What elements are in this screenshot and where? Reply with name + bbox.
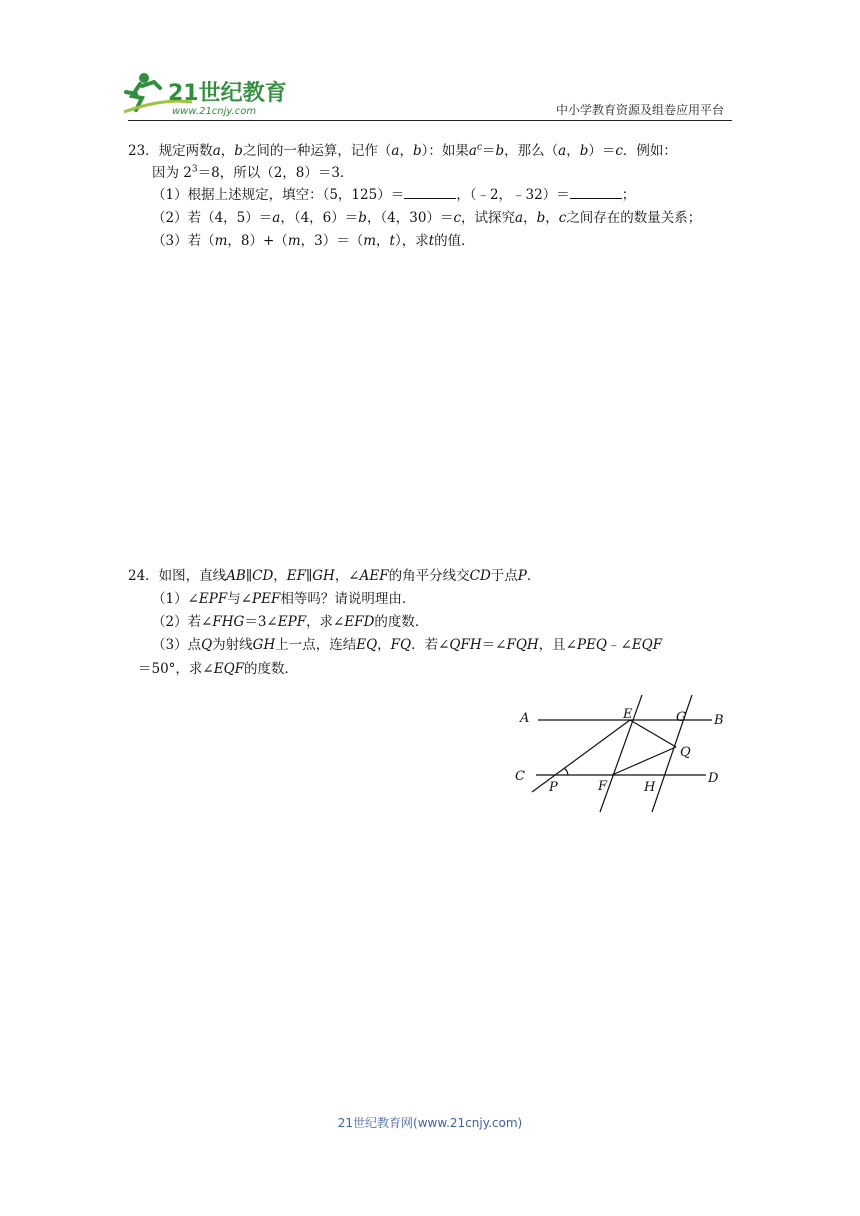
q24-part-1: （1）∠EPF与∠PEF相等吗？请说明理由． <box>152 591 416 607</box>
label-c: C <box>515 769 525 784</box>
label-b: B <box>714 713 724 728</box>
q23-line-2: 因为 $2^3=8$，所以（2，8）＝3． <box>152 164 354 181</box>
q23-line-1: 23．规定两数a，b之间的一种运算，记作（a，b）：如果$a^c=b$，那么（a，b）＝c．例如： <box>128 142 677 159</box>
footer-link[interactable]: 21世纪教育网(www.21cnjy.com) <box>337 1116 523 1130</box>
label-f: F <box>598 779 608 794</box>
q24-part-3: （3）点Q为射线GH上一点，连结EQ，FQ．若∠QFH＝∠FQH，且∠PEQ﹣∠EQF <box>152 637 663 653</box>
line-ef <box>600 695 642 812</box>
q24-part-2: （2）若∠FHG＝3∠EPF，求∠EFD的度数． <box>152 614 429 630</box>
logo-text: 21世纪教育 <box>168 81 287 106</box>
header-divider <box>128 120 732 121</box>
q23-part-3: （3）若（m，8）+（m，3）＝（m，t），求t的值． <box>152 233 475 249</box>
q23-part-2: （2）若（4，5）＝a，（4，6）＝b，（4，30）＝c，试探究a，b，c之间存在的数量关系； <box>152 210 702 226</box>
segment-eq <box>630 720 676 747</box>
q23-part-1: （1）根据上述规定，填空：（5，125）＝ ，（﹣2，﹣32）＝ ； <box>152 187 636 203</box>
label-q: Q <box>680 745 691 760</box>
angle-mark-p <box>564 768 568 775</box>
label-d: D <box>708 771 719 786</box>
label-h: H <box>644 780 656 795</box>
site-logo <box>122 68 292 118</box>
header-tagline: 中小学教育资源及组卷应用平台 <box>555 103 724 117</box>
label-p: P <box>549 780 558 795</box>
label-a: A <box>520 711 530 726</box>
answer-blank-1 <box>404 185 456 199</box>
geometry-figure <box>512 690 744 820</box>
q24-part-3-cont: ＝50°，求∠EQF的度数． <box>138 661 299 677</box>
label-e: E <box>623 707 633 722</box>
label-g: G <box>676 710 687 725</box>
q24-line-1: 24．如图，直线AB∥CD，EF∥GH，∠AEF的角平分线交CD于点P． <box>128 568 541 584</box>
logo-url: www.21cnjy.com <box>172 106 257 117</box>
answer-blank-2 <box>570 185 622 199</box>
line-ep <box>532 720 630 792</box>
